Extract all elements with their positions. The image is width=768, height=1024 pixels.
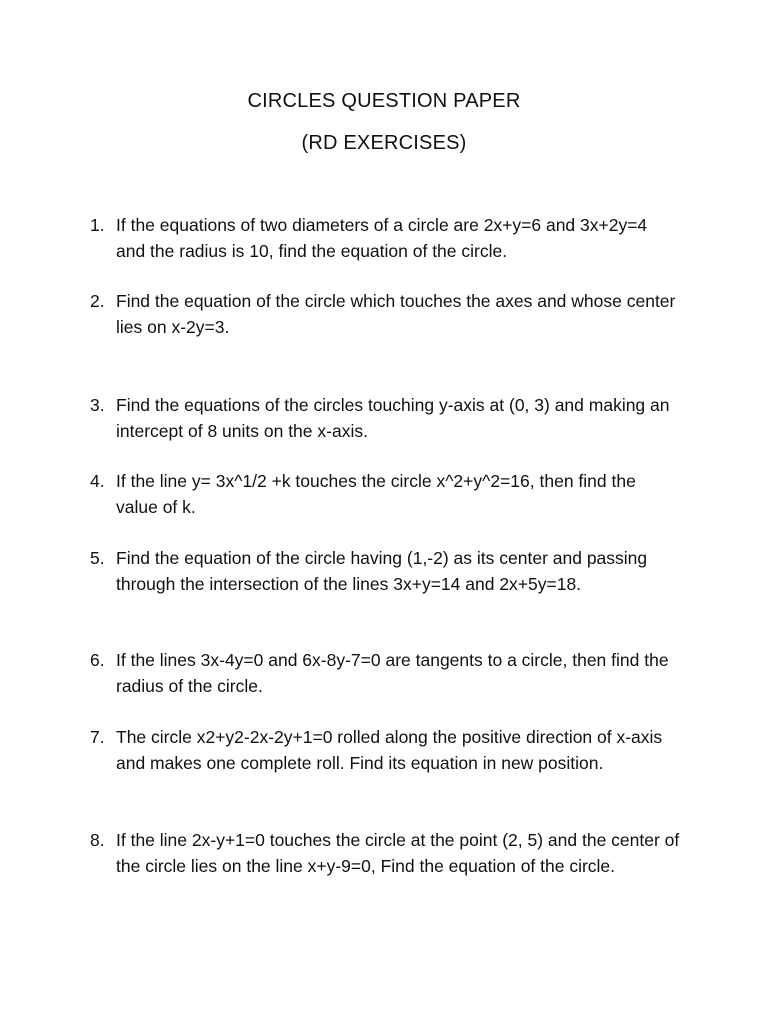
question-item	[90, 212, 680, 264]
question-item	[90, 392, 680, 444]
question-number: 8.	[90, 830, 105, 850]
question-item	[90, 827, 680, 879]
question-number: 6.	[90, 650, 105, 670]
question-item	[90, 647, 680, 699]
question-number: 5.	[90, 548, 105, 568]
question-text: The circle x2+y2-2x-2y+1=0 rolled along the positive direction of x-axis and makes one complete roll. Find its equation in new position.	[116, 727, 663, 773]
question-text: Find the equation of the circle having (1,-2) as its center and passing through the intersection of the lines 3x+y=14 and 2x+5y=18.	[116, 548, 648, 594]
question-number: 7.	[90, 727, 105, 747]
question-number: 3.	[90, 395, 105, 415]
question-text: If the line 2x-y+1=0 touches the circle at the point (2, 5) and the center of the circle lies on the line x+y-9=0, Find the equation of the circle.	[116, 830, 680, 876]
question-number: 4.	[90, 471, 105, 491]
question-item	[90, 545, 680, 597]
question-item	[90, 288, 680, 340]
question-text: If the line y= 3x^1/2 +k touches the circle x^2+y^2=16, then find the value of k.	[116, 471, 636, 517]
question-text: Find the equation of the circle which touches the axes and whose center lies on x-2y=3.	[116, 291, 676, 337]
page-title: CIRCLES QUESTION PAPER	[247, 90, 521, 112]
question-number: 1.	[90, 215, 105, 235]
question-text: If the lines 3x-4y=0 and 6x-8y-7=0 are tangents to a circle, then find the radius of the circle.	[116, 650, 669, 696]
question-item	[90, 724, 680, 776]
page-subtitle: (RD EXERCISES)	[301, 132, 467, 154]
question-text: Find the equations of the circles touching y-axis at (0, 3) and making an intercept of 8 units on the x-axis.	[116, 395, 670, 441]
question-text: If the equations of two diameters of a circle are 2x+y=6 and 3x+2y=4 and the radius is 10, find the equation of the circle.	[116, 215, 648, 261]
question-item	[90, 468, 680, 520]
question-number: 2.	[90, 291, 105, 311]
